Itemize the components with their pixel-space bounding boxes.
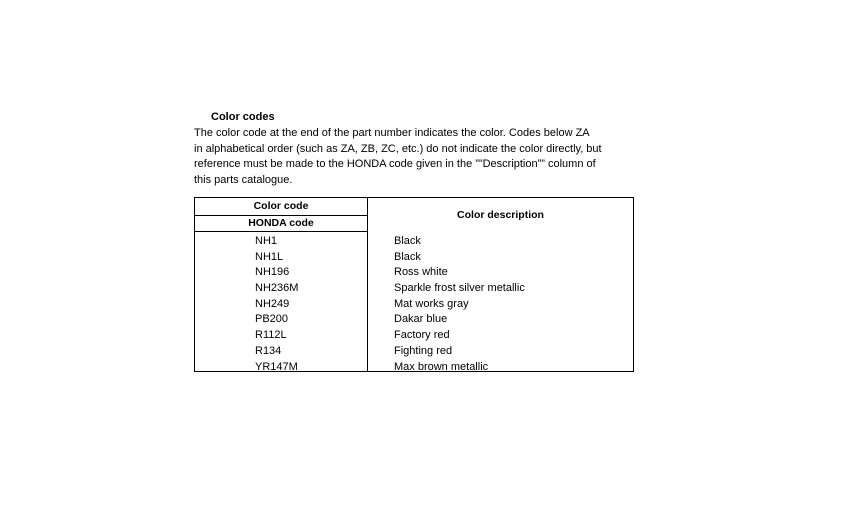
honda-code-cell: R134 [255, 344, 282, 357]
color-description-cell: Dakar blue [394, 313, 448, 326]
table-row [195, 328, 633, 344]
intro-line: this parts catalogue. [194, 173, 293, 186]
color-description-cell: Black [394, 235, 421, 247]
honda-code-cell: PB200 [255, 313, 289, 326]
honda-code-cell: NH1L [255, 250, 284, 263]
color-description-cell: Mat works gray [394, 297, 469, 310]
color-description-cell: Black [394, 250, 421, 263]
table-row [195, 250, 633, 266]
table-row [195, 297, 633, 313]
color-description-cell: Factory red [394, 329, 450, 342]
color-description-cell: Fighting red [394, 344, 453, 357]
intro-line: The color code at the end of the part number indicates the color. Codes below ZA [194, 127, 590, 139]
honda-code-cell: R112L [255, 329, 287, 342]
intro-paragraph [194, 126, 644, 188]
table-body [195, 234, 633, 375]
intro-line: in alphabetical order (such as ZA, ZB, ZC, etc.) do not indicate the color directly, but [194, 142, 602, 155]
table-row [195, 281, 633, 297]
table-row [195, 234, 633, 250]
color-description-cell: Ross white [394, 266, 448, 279]
color-code-table [194, 197, 634, 372]
honda-code-cell: NH249 [255, 297, 290, 310]
table-row [195, 344, 633, 360]
header-honda-code: HONDA code [195, 216, 367, 232]
table-row [195, 360, 633, 376]
header-color-description: Color description [457, 209, 544, 221]
color-description-cell: Sparkle frost silver metallic [394, 282, 525, 295]
honda-code-cell: NH1 [255, 235, 278, 247]
color-description-cell: Max brown metallic [394, 360, 489, 373]
honda-code-cell: NH236M [255, 282, 299, 295]
intro-line: reference must be made to the HONDA code given in the ””Description”” column of [194, 158, 596, 170]
table-row [195, 312, 633, 328]
table-row [195, 265, 633, 281]
honda-code-cell: YR147M [255, 360, 298, 373]
header-color-code: Color code [195, 198, 367, 216]
section-title: Color codes [211, 111, 275, 123]
honda-code-cell: NH196 [255, 266, 290, 279]
